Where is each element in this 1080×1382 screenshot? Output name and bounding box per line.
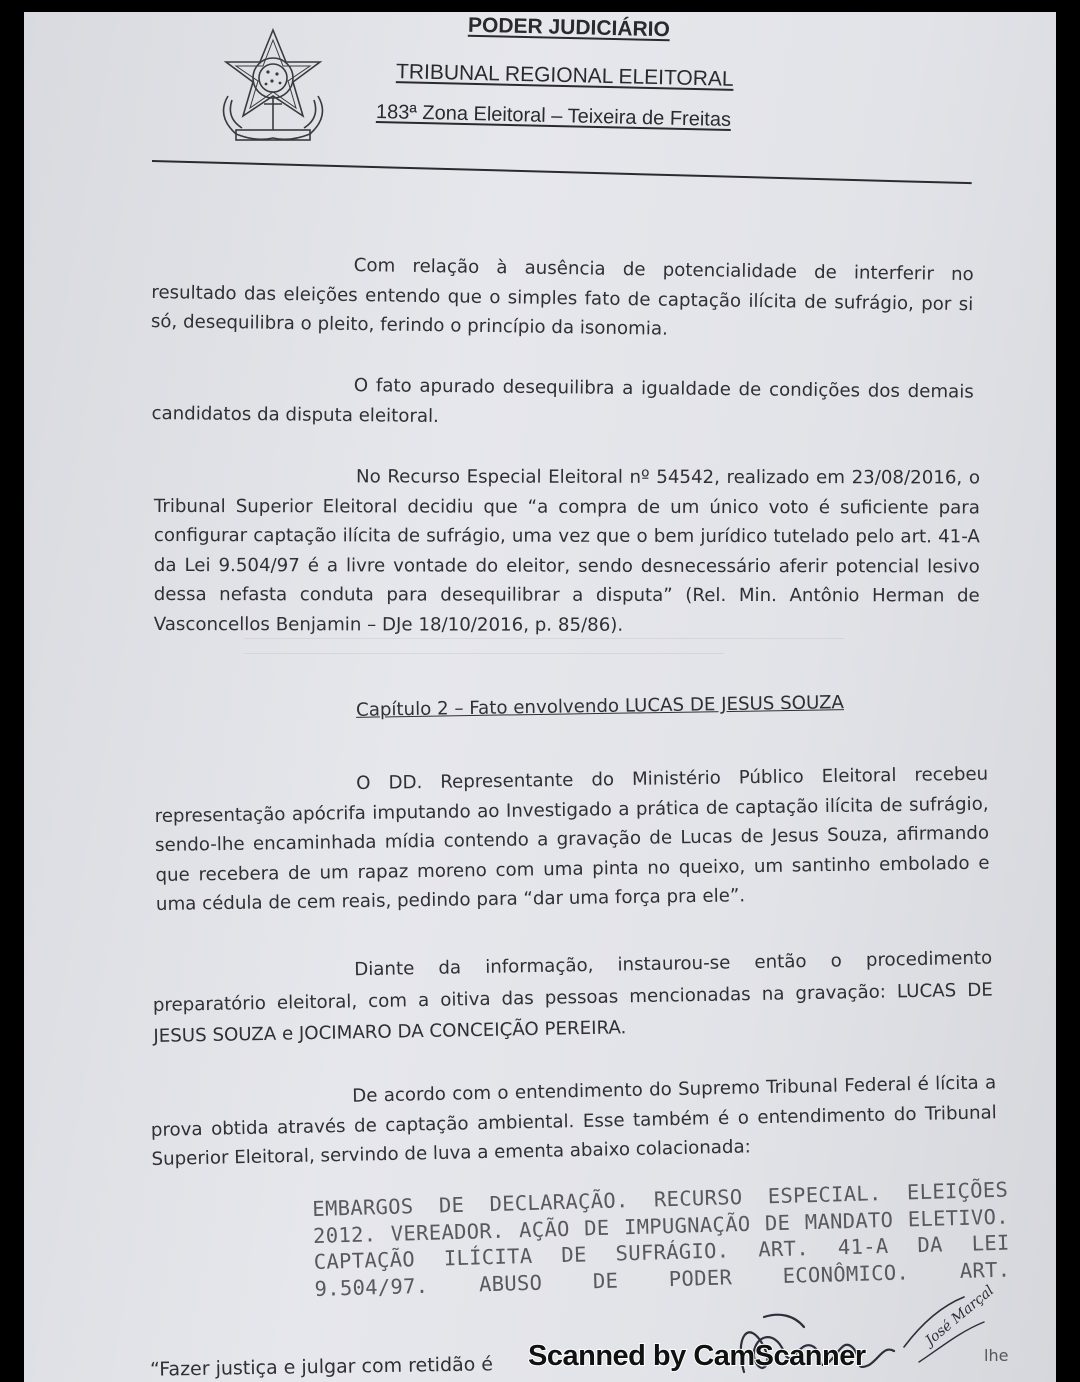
- paragraph-text: No Recurso Especial Eleitoral nº 54542, realizado em 23/08/2016, o Tribunal Superior Eleitoral decidiu que “a compra de um único voto é suficiente para configurar captação ilícita de sufrágio, uma vez que o bem jurídico tutelado pelo art. 41-A da Lei 9.504/97 é a livre vontade do eleitor, sendo desnecessário aferir potencial lesivo dessa nefasta conduta para desequilibrar a disputa” (Rel. Min. Antônio Herman de Vasconcellos Benjamin – DJe 18/10/2016, p. 85/86).: [153, 466, 980, 636]
- paragraph-supremo-tribunal: [150, 1068, 998, 1174]
- footer-quote: “Fazer justiça e julgar com retidão é: [149, 1353, 494, 1381]
- document-page: [24, 12, 1056, 1382]
- paragraph-text: Diante da informação, instaurou-se então o procedimento preparatório eleitoral, com a oitiva das pessoas mencionadas na gravação: LUCAS DE JESUS SOUZA e JOCIMARO DA CONCEIÇÃO PEREIRA.: [152, 947, 993, 1047]
- signature-text: José Marçal: [922, 1282, 998, 1349]
- ementa-quote: EMBARGOS DE DECLARAÇÃO. RECURSO ESPECIAL. ELEIÇÕES 2012. VEREADOR. AÇÃO DE IMPUGNAÇÃO DE MANDATO ELETIVO. CAPTAÇÃO ILÍCITA DE SUFRÁGIO. ART. 41-A DA LEI 9.504/97. ABUSO DE PODER ECONÔMICO. ART.: [312, 1177, 1011, 1301]
- paragraph-fato-apurado: [151, 369, 974, 437]
- header-poder-judiciario: PODER JUDICIÁRIO: [467, 13, 671, 42]
- paragraph-potencialidade: [151, 248, 974, 349]
- header-tribunal: TRIBUNAL REGIONAL ELEITORAL: [395, 60, 734, 91]
- paragraph-text: O DD. Representante do Ministério Público Eleitoral recebeu representação apócrifa imputando ao Investigado a prática de captação ilícita de sufrágio, sendo-lhe encaminhada mídia contendo a gravação de Lucas de Jesus Souza, afirmando que recebera de um rapaz moreno com uma pinta no queixo, um santinho embolado e uma cédula de cem reais, pedindo para “dar uma força pra ele”.: [154, 763, 990, 915]
- header-divider: [152, 160, 972, 184]
- camscanner-watermark: Scanned by CamScanner: [528, 1340, 866, 1372]
- paragraph-recurso-especial: [154, 462, 980, 640]
- header-zona-eleitoral: 183ª Zona Eleitoral – Teixeira de Freitas: [375, 100, 732, 132]
- footer-fragment: lhe: [984, 1346, 1009, 1365]
- brasao-seal-icon: [206, 26, 341, 146]
- paragraph-diante-informacao: [152, 943, 994, 1053]
- paragraph-text: De acordo com o entendimento do Supremo Tribunal Federal é lícita a prova obtida através de captação ambiental. Esse também é o entendimento do Tribunal Superior Eleitoral, servindo de luva a ementa abaixo colacionada:: [150, 1072, 997, 1170]
- paragraph-text: O fato apurado desequilibra a igualdade de condições dos demais candidatos da disputa eleitoral.: [151, 375, 974, 427]
- paragraph-representante: [154, 760, 990, 920]
- paragraph-text: Com relação à ausência de potencialidade de interferir no resultado das eleições entendo que o simples fato de captação ilícita de sufrágio, por si só, desequilibra o pleito, ferindo o princípio da isonomia.: [150, 254, 974, 340]
- chapter-title: Capítulo 2 – Fato envolvendo LUCAS DE JESUS SOUZA: [355, 692, 845, 721]
